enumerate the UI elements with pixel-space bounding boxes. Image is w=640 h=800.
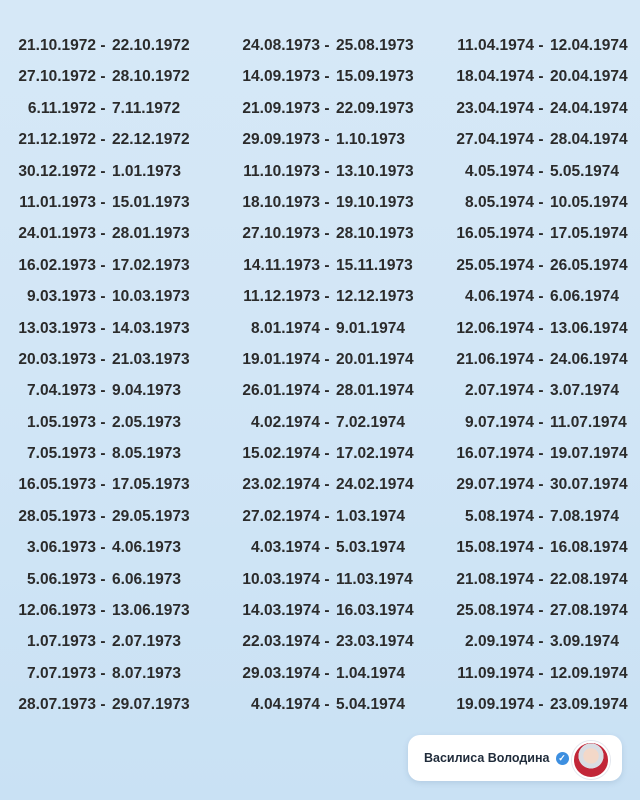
- date-range-row: [0, 595, 212, 626]
- date-range-row: [424, 689, 640, 720]
- range-start-date: 21.12.1972: [18, 131, 96, 149]
- range-start-date: 1.05.1973: [27, 413, 96, 431]
- date-range-row: [0, 407, 212, 438]
- range-separator: -: [100, 476, 106, 494]
- range-start-date: 29.03.1974: [242, 664, 320, 682]
- range-start-date: 11.09.1974: [457, 664, 534, 682]
- date-range-row: [212, 187, 424, 218]
- range-end-date: 19.07.1974: [550, 445, 628, 463]
- date-range-row: [0, 469, 212, 500]
- range-end-date: 29.07.1973: [112, 696, 190, 714]
- range-end-date: 14.03.1973: [112, 319, 190, 337]
- date-range-row: [0, 438, 212, 469]
- range-end-date: 23.09.1974: [550, 696, 628, 714]
- verified-check-icon: ✓: [556, 752, 569, 765]
- range-start-date: 28.05.1973: [18, 507, 96, 525]
- range-separator: -: [324, 570, 330, 588]
- range-separator: -: [324, 225, 330, 243]
- range-start-date: 19.09.1974: [456, 696, 534, 714]
- range-start-date: 4.05.1974: [465, 162, 534, 180]
- date-range-row: [212, 30, 424, 61]
- range-start-date: 13.03.1973: [18, 319, 96, 337]
- range-separator: -: [538, 476, 544, 494]
- range-end-date: 15.09.1973: [336, 68, 414, 86]
- range-end-date: 15.11.1973: [336, 256, 413, 274]
- range-separator: -: [538, 162, 544, 180]
- range-separator: -: [538, 696, 544, 714]
- date-range-row: [424, 407, 640, 438]
- range-start-date: 12.06.1974: [456, 319, 534, 337]
- range-end-date: 28.04.1974: [550, 131, 628, 149]
- range-end-date: 28.01.1973: [112, 225, 190, 243]
- range-end-date: 2.07.1973: [112, 633, 181, 651]
- range-end-date: 13.06.1974: [550, 319, 628, 337]
- range-end-date: 26.05.1974: [550, 256, 628, 274]
- range-start-date: 15.08.1974: [456, 539, 534, 557]
- range-start-date: 29.09.1973: [242, 131, 320, 149]
- date-range-row: [0, 124, 212, 155]
- range-end-date: 1.04.1974: [336, 664, 405, 682]
- range-separator: -: [538, 350, 544, 368]
- date-range-row: [212, 689, 424, 720]
- range-start-date: 29.07.1974: [456, 476, 534, 494]
- range-separator: -: [538, 413, 544, 431]
- range-end-date: 8.05.1973: [112, 445, 181, 463]
- range-start-date: 27.04.1974: [456, 131, 534, 149]
- range-end-date: 28.10.1972: [112, 68, 190, 86]
- date-range-row: [424, 469, 640, 500]
- range-end-date: 1.03.1974: [336, 507, 405, 525]
- date-range-row: [212, 93, 424, 124]
- date-range-row: [212, 313, 424, 344]
- range-end-date: 6.06.1974: [550, 288, 619, 306]
- range-start-date: 4.03.1974: [251, 539, 320, 557]
- range-start-date: 19.01.1974: [242, 350, 320, 368]
- range-start-date: 16.05.1974: [456, 225, 534, 243]
- range-separator: -: [100, 37, 106, 54]
- range-separator: -: [324, 382, 330, 400]
- range-end-date: 3.07.1974: [550, 382, 619, 400]
- range-separator: -: [538, 445, 544, 463]
- range-start-date: 7.04.1973: [27, 382, 96, 400]
- range-start-date: 22.03.1974: [242, 633, 320, 651]
- range-start-date: 7.07.1973: [27, 664, 96, 682]
- range-end-date: 7.11.1972: [112, 99, 181, 117]
- date-range-row: [424, 438, 640, 469]
- range-separator: -: [324, 539, 330, 557]
- range-start-date: 9.07.1974: [465, 413, 534, 431]
- range-end-date: 24.02.1974: [336, 476, 414, 494]
- range-separator: -: [100, 225, 106, 243]
- date-range-row: [424, 93, 640, 124]
- date-range-row: [424, 375, 640, 406]
- range-end-date: 7.08.1974: [550, 507, 619, 525]
- date-range-row: [212, 61, 424, 92]
- date-range-row: [212, 250, 424, 281]
- range-start-date: 11.01.1973: [19, 193, 96, 211]
- range-end-date: 8.07.1973: [112, 664, 181, 682]
- range-start-date: 24.08.1973: [242, 37, 320, 54]
- date-range-row: [0, 626, 212, 657]
- range-separator: -: [538, 319, 544, 337]
- range-end-date: 13.06.1973: [112, 602, 190, 620]
- range-end-date: 12.12.1973: [336, 288, 414, 306]
- range-separator: -: [100, 382, 106, 400]
- date-column-1: [0, 30, 212, 721]
- range-separator: -: [538, 539, 544, 557]
- date-range-row: [212, 407, 424, 438]
- date-range-row: [424, 532, 640, 563]
- range-separator: -: [100, 319, 106, 337]
- range-start-date: 21.06.1974: [456, 350, 534, 368]
- range-separator: -: [324, 131, 330, 149]
- range-start-date: 4.02.1974: [251, 413, 320, 431]
- date-range-row: [424, 124, 640, 155]
- range-separator: -: [324, 476, 330, 494]
- range-end-date: 9.01.1974: [336, 319, 405, 337]
- range-separator: -: [324, 633, 330, 651]
- range-separator: -: [100, 696, 106, 714]
- range-separator: -: [100, 256, 106, 274]
- date-range-row: [212, 281, 424, 312]
- range-separator: -: [100, 99, 106, 117]
- range-separator: -: [100, 633, 106, 651]
- range-end-date: 24.04.1974: [550, 99, 628, 117]
- range-end-date: 22.10.1972: [112, 37, 190, 54]
- date-range-row: [0, 187, 212, 218]
- range-start-date: 30.12.1972: [18, 162, 96, 180]
- range-start-date: 14.11.1973: [243, 256, 320, 274]
- range-end-date: 17.05.1974: [550, 225, 628, 243]
- date-range-row: [212, 595, 424, 626]
- range-start-date: 28.07.1973: [18, 696, 96, 714]
- date-range-row: [424, 658, 640, 689]
- range-separator: -: [324, 162, 330, 180]
- date-range-row: [424, 250, 640, 281]
- range-start-date: 14.03.1974: [242, 602, 320, 620]
- range-start-date: 2.09.1974: [465, 633, 534, 651]
- range-end-date: 1.10.1973: [336, 131, 405, 149]
- range-separator: -: [100, 507, 106, 525]
- date-range-row: [212, 156, 424, 187]
- range-start-date: 18.04.1974: [456, 68, 534, 86]
- range-separator: -: [324, 602, 330, 620]
- range-end-date: 21.03.1973: [112, 350, 190, 368]
- range-start-date: 27.02.1974: [242, 507, 320, 525]
- range-start-date: 23.02.1974: [242, 476, 320, 494]
- range-separator: -: [324, 37, 330, 54]
- range-separator: -: [100, 350, 106, 368]
- date-range-row: [0, 375, 212, 406]
- range-start-date: 21.09.1973: [242, 99, 320, 117]
- range-separator: -: [324, 68, 330, 86]
- date-range-row: [424, 61, 640, 92]
- date-range-row: [424, 501, 640, 532]
- date-range-row: [212, 438, 424, 469]
- range-start-date: 11.12.1973: [243, 288, 320, 306]
- range-separator: -: [324, 350, 330, 368]
- range-end-date: 30.07.1974: [550, 476, 628, 494]
- range-end-date: 20.01.1974: [336, 350, 414, 368]
- range-end-date: 16.03.1974: [336, 602, 414, 620]
- range-start-date: 16.02.1973: [18, 256, 96, 274]
- date-range-row: [212, 375, 424, 406]
- range-end-date: 19.10.1973: [336, 193, 414, 211]
- date-range-row: [0, 564, 212, 595]
- date-range-row: [0, 218, 212, 249]
- range-separator: -: [538, 68, 544, 86]
- range-start-date: 8.01.1974: [251, 319, 320, 337]
- range-end-date: 7.02.1974: [336, 413, 405, 431]
- date-range-row: [0, 658, 212, 689]
- range-end-date: 17.02.1974: [336, 445, 414, 463]
- date-range-row: [424, 156, 640, 187]
- range-start-date: 21.08.1974: [456, 570, 534, 588]
- range-start-date: 10.03.1974: [242, 570, 320, 588]
- range-start-date: 1.07.1973: [27, 633, 96, 651]
- range-start-date: 11.04.1974: [457, 37, 534, 54]
- range-end-date: 5.03.1974: [336, 539, 405, 557]
- date-range-row: [424, 344, 640, 375]
- range-end-date: 5.05.1974: [550, 162, 619, 180]
- range-start-date: 6.11.1972: [27, 99, 96, 117]
- range-start-date: 25.08.1974: [456, 602, 534, 620]
- range-start-date: 4.06.1974: [465, 288, 534, 306]
- range-start-date: 14.09.1973: [242, 68, 320, 86]
- range-end-date: 15.01.1973: [112, 193, 190, 211]
- range-end-date: 9.04.1973: [112, 382, 181, 400]
- author-avatar: [572, 741, 610, 779]
- date-range-row: [424, 626, 640, 657]
- range-end-date: 6.06.1973: [112, 570, 181, 588]
- range-start-date: 11.10.1973: [243, 162, 320, 180]
- date-range-row: [424, 187, 640, 218]
- date-range-row: [212, 218, 424, 249]
- date-range-row: [0, 250, 212, 281]
- date-range-row: [424, 30, 640, 61]
- range-end-date: 22.08.1974: [550, 570, 628, 588]
- range-separator: -: [100, 162, 106, 180]
- range-separator: -: [538, 602, 544, 620]
- range-start-date: 20.03.1973: [18, 350, 96, 368]
- range-start-date: 18.10.1973: [242, 193, 320, 211]
- range-separator: -: [538, 256, 544, 274]
- date-range-row: [212, 501, 424, 532]
- range-end-date: 17.02.1973: [112, 256, 190, 274]
- range-start-date: 7.05.1973: [27, 445, 96, 463]
- range-start-date: 27.10.1972: [18, 68, 96, 86]
- range-end-date: 23.03.1974: [336, 633, 414, 651]
- date-range-row: [0, 30, 212, 61]
- range-separator: -: [100, 193, 106, 211]
- range-end-date: 5.04.1974: [336, 696, 405, 714]
- date-column-2: [212, 30, 424, 721]
- date-range-grid: [0, 30, 640, 721]
- range-separator: -: [100, 413, 106, 431]
- range-end-date: 25.08.1973: [336, 37, 414, 54]
- range-separator: -: [100, 288, 106, 306]
- date-range-row: [424, 595, 640, 626]
- range-end-date: 28.10.1973: [336, 225, 414, 243]
- range-end-date: 28.01.1974: [336, 382, 414, 400]
- range-separator: -: [538, 570, 544, 588]
- date-range-row: [0, 689, 212, 720]
- date-range-row: [212, 124, 424, 155]
- range-end-date: 10.05.1974: [550, 193, 628, 211]
- range-start-date: 12.06.1973: [18, 602, 96, 620]
- range-separator: -: [538, 225, 544, 243]
- date-range-row: [212, 469, 424, 500]
- date-range-row: [0, 93, 212, 124]
- range-end-date: 10.03.1973: [112, 288, 190, 306]
- range-end-date: 11.07.1974: [550, 413, 627, 431]
- date-range-row: [212, 658, 424, 689]
- range-end-date: 22.12.1972: [112, 131, 190, 149]
- range-end-date: 29.05.1973: [112, 507, 190, 525]
- range-start-date: 26.01.1974: [242, 382, 320, 400]
- range-end-date: 1.01.1973: [112, 162, 181, 180]
- range-end-date: 12.09.1974: [550, 664, 628, 682]
- date-column-3: [424, 30, 640, 721]
- author-badge[interactable]: [408, 735, 622, 781]
- date-range-row: [0, 501, 212, 532]
- range-start-date: 21.10.1972: [18, 37, 96, 54]
- range-separator: -: [100, 602, 106, 620]
- date-range-row: [0, 313, 212, 344]
- range-start-date: 4.04.1974: [251, 696, 320, 714]
- range-separator: -: [324, 288, 330, 306]
- range-separator: -: [324, 664, 330, 682]
- date-range-row: [424, 218, 640, 249]
- author-name: Василиса Володина: [424, 751, 550, 765]
- date-range-row: [0, 156, 212, 187]
- date-range-row: [0, 281, 212, 312]
- range-start-date: 9.03.1973: [27, 288, 96, 306]
- range-separator: -: [538, 99, 544, 117]
- range-separator: -: [100, 570, 106, 588]
- range-start-date: 24.01.1973: [18, 225, 96, 243]
- range-separator: -: [100, 68, 106, 86]
- range-separator: -: [538, 131, 544, 149]
- range-separator: -: [538, 193, 544, 211]
- range-start-date: 23.04.1974: [456, 99, 534, 117]
- date-range-row: [0, 344, 212, 375]
- range-start-date: 25.05.1974: [456, 256, 534, 274]
- range-separator: -: [100, 445, 106, 463]
- range-separator: -: [538, 37, 544, 54]
- range-end-date: 4.06.1973: [112, 539, 181, 557]
- range-end-date: 24.06.1974: [550, 350, 628, 368]
- range-start-date: 5.06.1973: [27, 570, 96, 588]
- range-end-date: 20.04.1974: [550, 68, 628, 86]
- range-separator: -: [100, 539, 106, 557]
- range-end-date: 22.09.1973: [336, 99, 414, 117]
- range-end-date: 11.03.1974: [336, 570, 413, 588]
- range-separator: -: [538, 633, 544, 651]
- range-separator: -: [100, 664, 106, 682]
- range-end-date: 13.10.1973: [336, 162, 414, 180]
- date-range-row: [0, 532, 212, 563]
- range-start-date: 3.06.1973: [27, 539, 96, 557]
- range-separator: -: [324, 319, 330, 337]
- range-start-date: 16.05.1973: [18, 476, 96, 494]
- date-range-row: [212, 344, 424, 375]
- range-separator: -: [324, 445, 330, 463]
- range-start-date: 2.07.1974: [465, 382, 534, 400]
- date-range-row: [424, 313, 640, 344]
- range-end-date: 12.04.1974: [550, 37, 628, 54]
- date-range-row: [424, 281, 640, 312]
- date-range-row: [212, 532, 424, 563]
- range-separator: -: [538, 507, 544, 525]
- range-end-date: 17.05.1973: [112, 476, 190, 494]
- range-separator: -: [538, 382, 544, 400]
- date-range-row: [0, 61, 212, 92]
- range-end-date: 2.05.1973: [112, 413, 181, 431]
- range-separator: -: [324, 256, 330, 274]
- range-separator: -: [324, 193, 330, 211]
- range-separator: -: [324, 507, 330, 525]
- range-separator: -: [324, 99, 330, 117]
- range-end-date: 27.08.1974: [550, 602, 628, 620]
- range-separator: -: [100, 131, 106, 149]
- date-range-row: [212, 626, 424, 657]
- range-end-date: 16.08.1974: [550, 539, 628, 557]
- range-start-date: 27.10.1973: [242, 225, 320, 243]
- range-separator: -: [538, 288, 544, 306]
- date-range-row: [424, 564, 640, 595]
- range-separator: -: [538, 664, 544, 682]
- range-start-date: 16.07.1974: [456, 445, 534, 463]
- range-separator: -: [324, 696, 330, 714]
- range-start-date: 8.05.1974: [465, 193, 534, 211]
- date-range-row: [212, 564, 424, 595]
- range-separator: -: [324, 413, 330, 431]
- range-start-date: 5.08.1974: [465, 507, 534, 525]
- range-end-date: 3.09.1974: [550, 633, 619, 651]
- range-start-date: 15.02.1974: [242, 445, 320, 463]
